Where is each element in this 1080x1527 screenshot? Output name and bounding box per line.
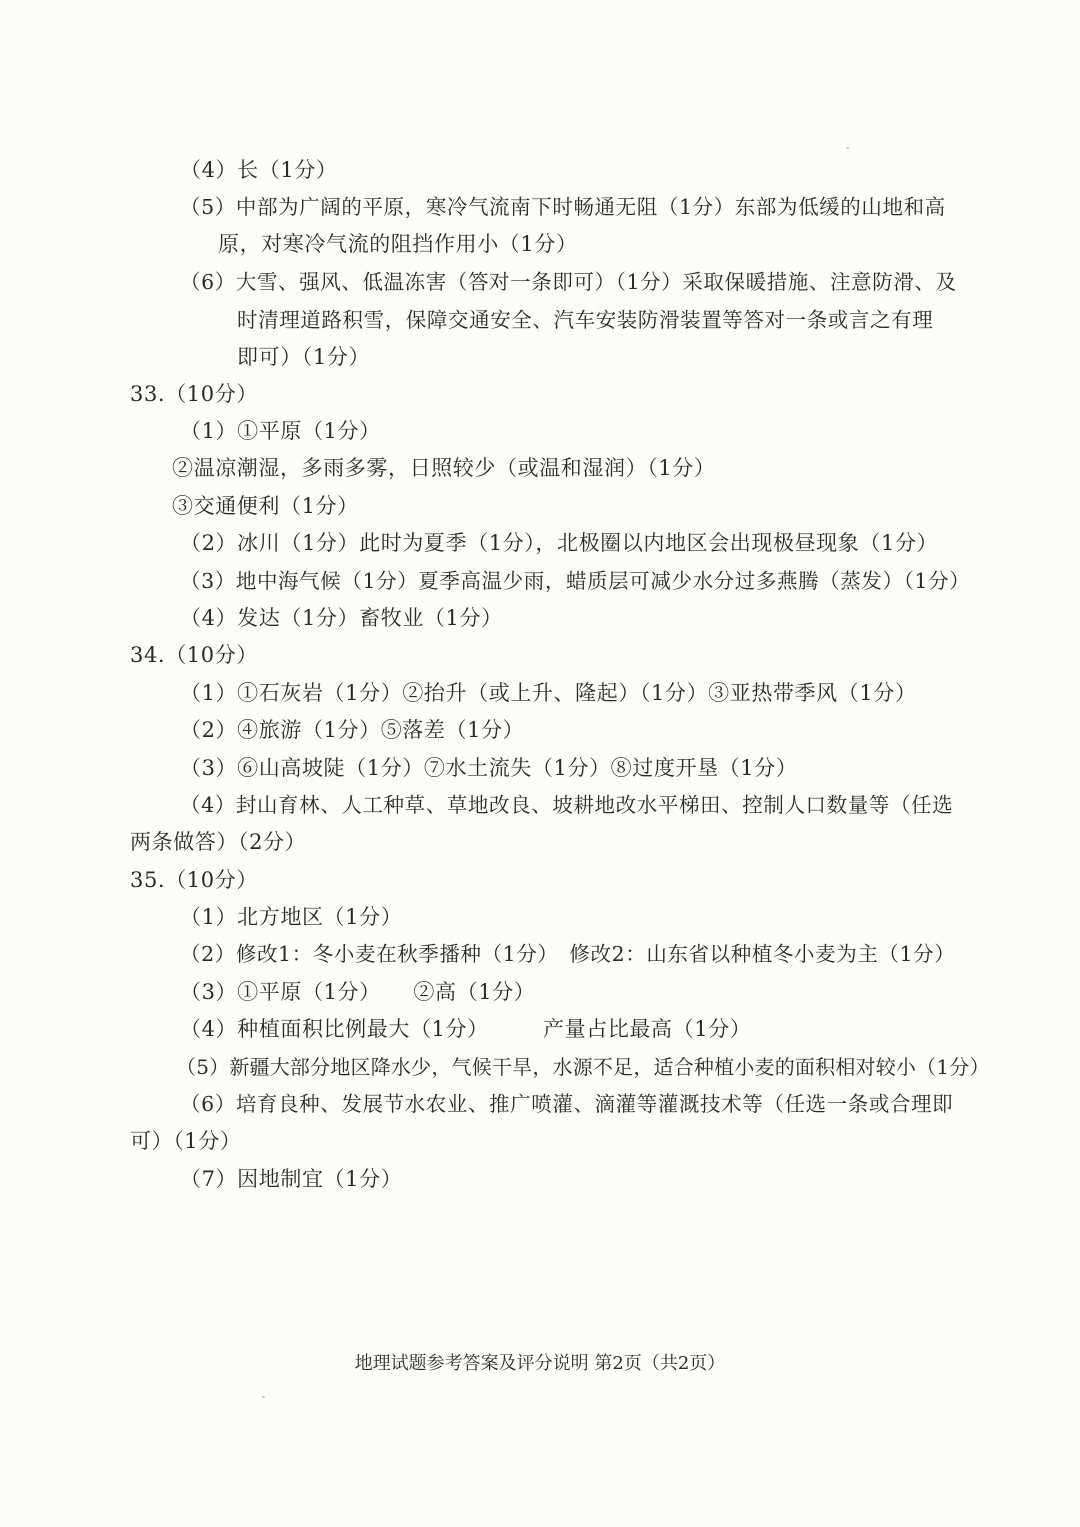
question-heading-35: 35.（10分） (130, 868, 258, 892)
answer-line: 可）（1分） (130, 1129, 242, 1153)
answer-line: （1）北方地区（1分） (180, 905, 403, 929)
answer-line: 两条做答）（2分） (130, 830, 307, 854)
answer-line: （3）⑥山高坡陡（1分）⑦水土流失（1分）⑧过度开垦（1分） (180, 756, 798, 780)
answer-line: 时清理道路积雪，保障交通安全、汽车安装防滑装置等答对一条或言之有理 (237, 308, 934, 332)
answer-line: （1）①平原（1分） (180, 419, 381, 443)
answer-line: 即可）（1分） (237, 345, 371, 369)
answer-line: （5）中部为广阔的平原，寒冷气流南下时畅通无阻（1分）东部为低缓的山地和高 (180, 195, 946, 219)
answer-line: （3）①平原（1分） ②高（1分） (180, 980, 536, 1004)
answer-line: （4）封山育林、人工种草、草地改良、坡耕地改水平梯田、控制人口数量等（任选 (180, 793, 954, 817)
answer-line: ②温凉潮湿，多雨多雾，日照较少（或温和湿润）（1分） (172, 456, 716, 480)
page-footer: 地理试题参考答案及评分说明 第2页（共2页） (354, 1353, 726, 1374)
answer-line: （3）地中海气候（1分）夏季高温少雨，蜡质层可减少水分过多燕腾（蒸发）（1分） (180, 569, 971, 593)
answer-line: （5）新疆大部分地区降水少，气候干旱，水源不足，适合种植小麦的面积相对较小（1分） (176, 1055, 990, 1079)
answer-line: （2）冰川（1分）此时为夏季（1分），北极圈以内地区会出现极昼现象（1分） (180, 531, 939, 555)
answer-line: （6）培育良种、发展节水农业、推广喷灌、滴灌等灌溉技术等（任选一条或合理即 (180, 1092, 954, 1116)
answer-line: （7）因地制宜（1分） (180, 1167, 403, 1191)
question-heading-34: 34.（10分） (130, 643, 258, 667)
scan-speck (846, 147, 849, 149)
answer-line: （2）修改1：冬小麦在秋季播种（1分） 修改2：山东省以种植冬小麦为主（1分） (180, 942, 956, 966)
scan-speck (262, 1396, 265, 1398)
answer-line: （4）发达（1分）畜牧业（1分） (180, 606, 503, 630)
answer-line: （6）大雪、强风、低温冻害（答对一条即可）（1分）采取保暖措施、注意防滑、及 (180, 270, 957, 294)
answer-line: ③交通便利（1分） (172, 494, 359, 518)
answer-line: （4）长（1分） (180, 158, 338, 182)
answer-line: （1）①石灰岩（1分）②抬升（或上升、隆起）（1分）③亚热带季风（1分） (180, 681, 917, 705)
question-heading-33: 33.（10分） (130, 382, 258, 406)
answer-line: 原，对寒冷气流的阻挡作用小（1分） (218, 232, 578, 256)
answer-line: （2）④旅游（1分）⑤落差（1分） (180, 718, 525, 742)
answer-line: （4）种植面积比例最大（1分） 产量占比最高（1分） (180, 1017, 752, 1041)
